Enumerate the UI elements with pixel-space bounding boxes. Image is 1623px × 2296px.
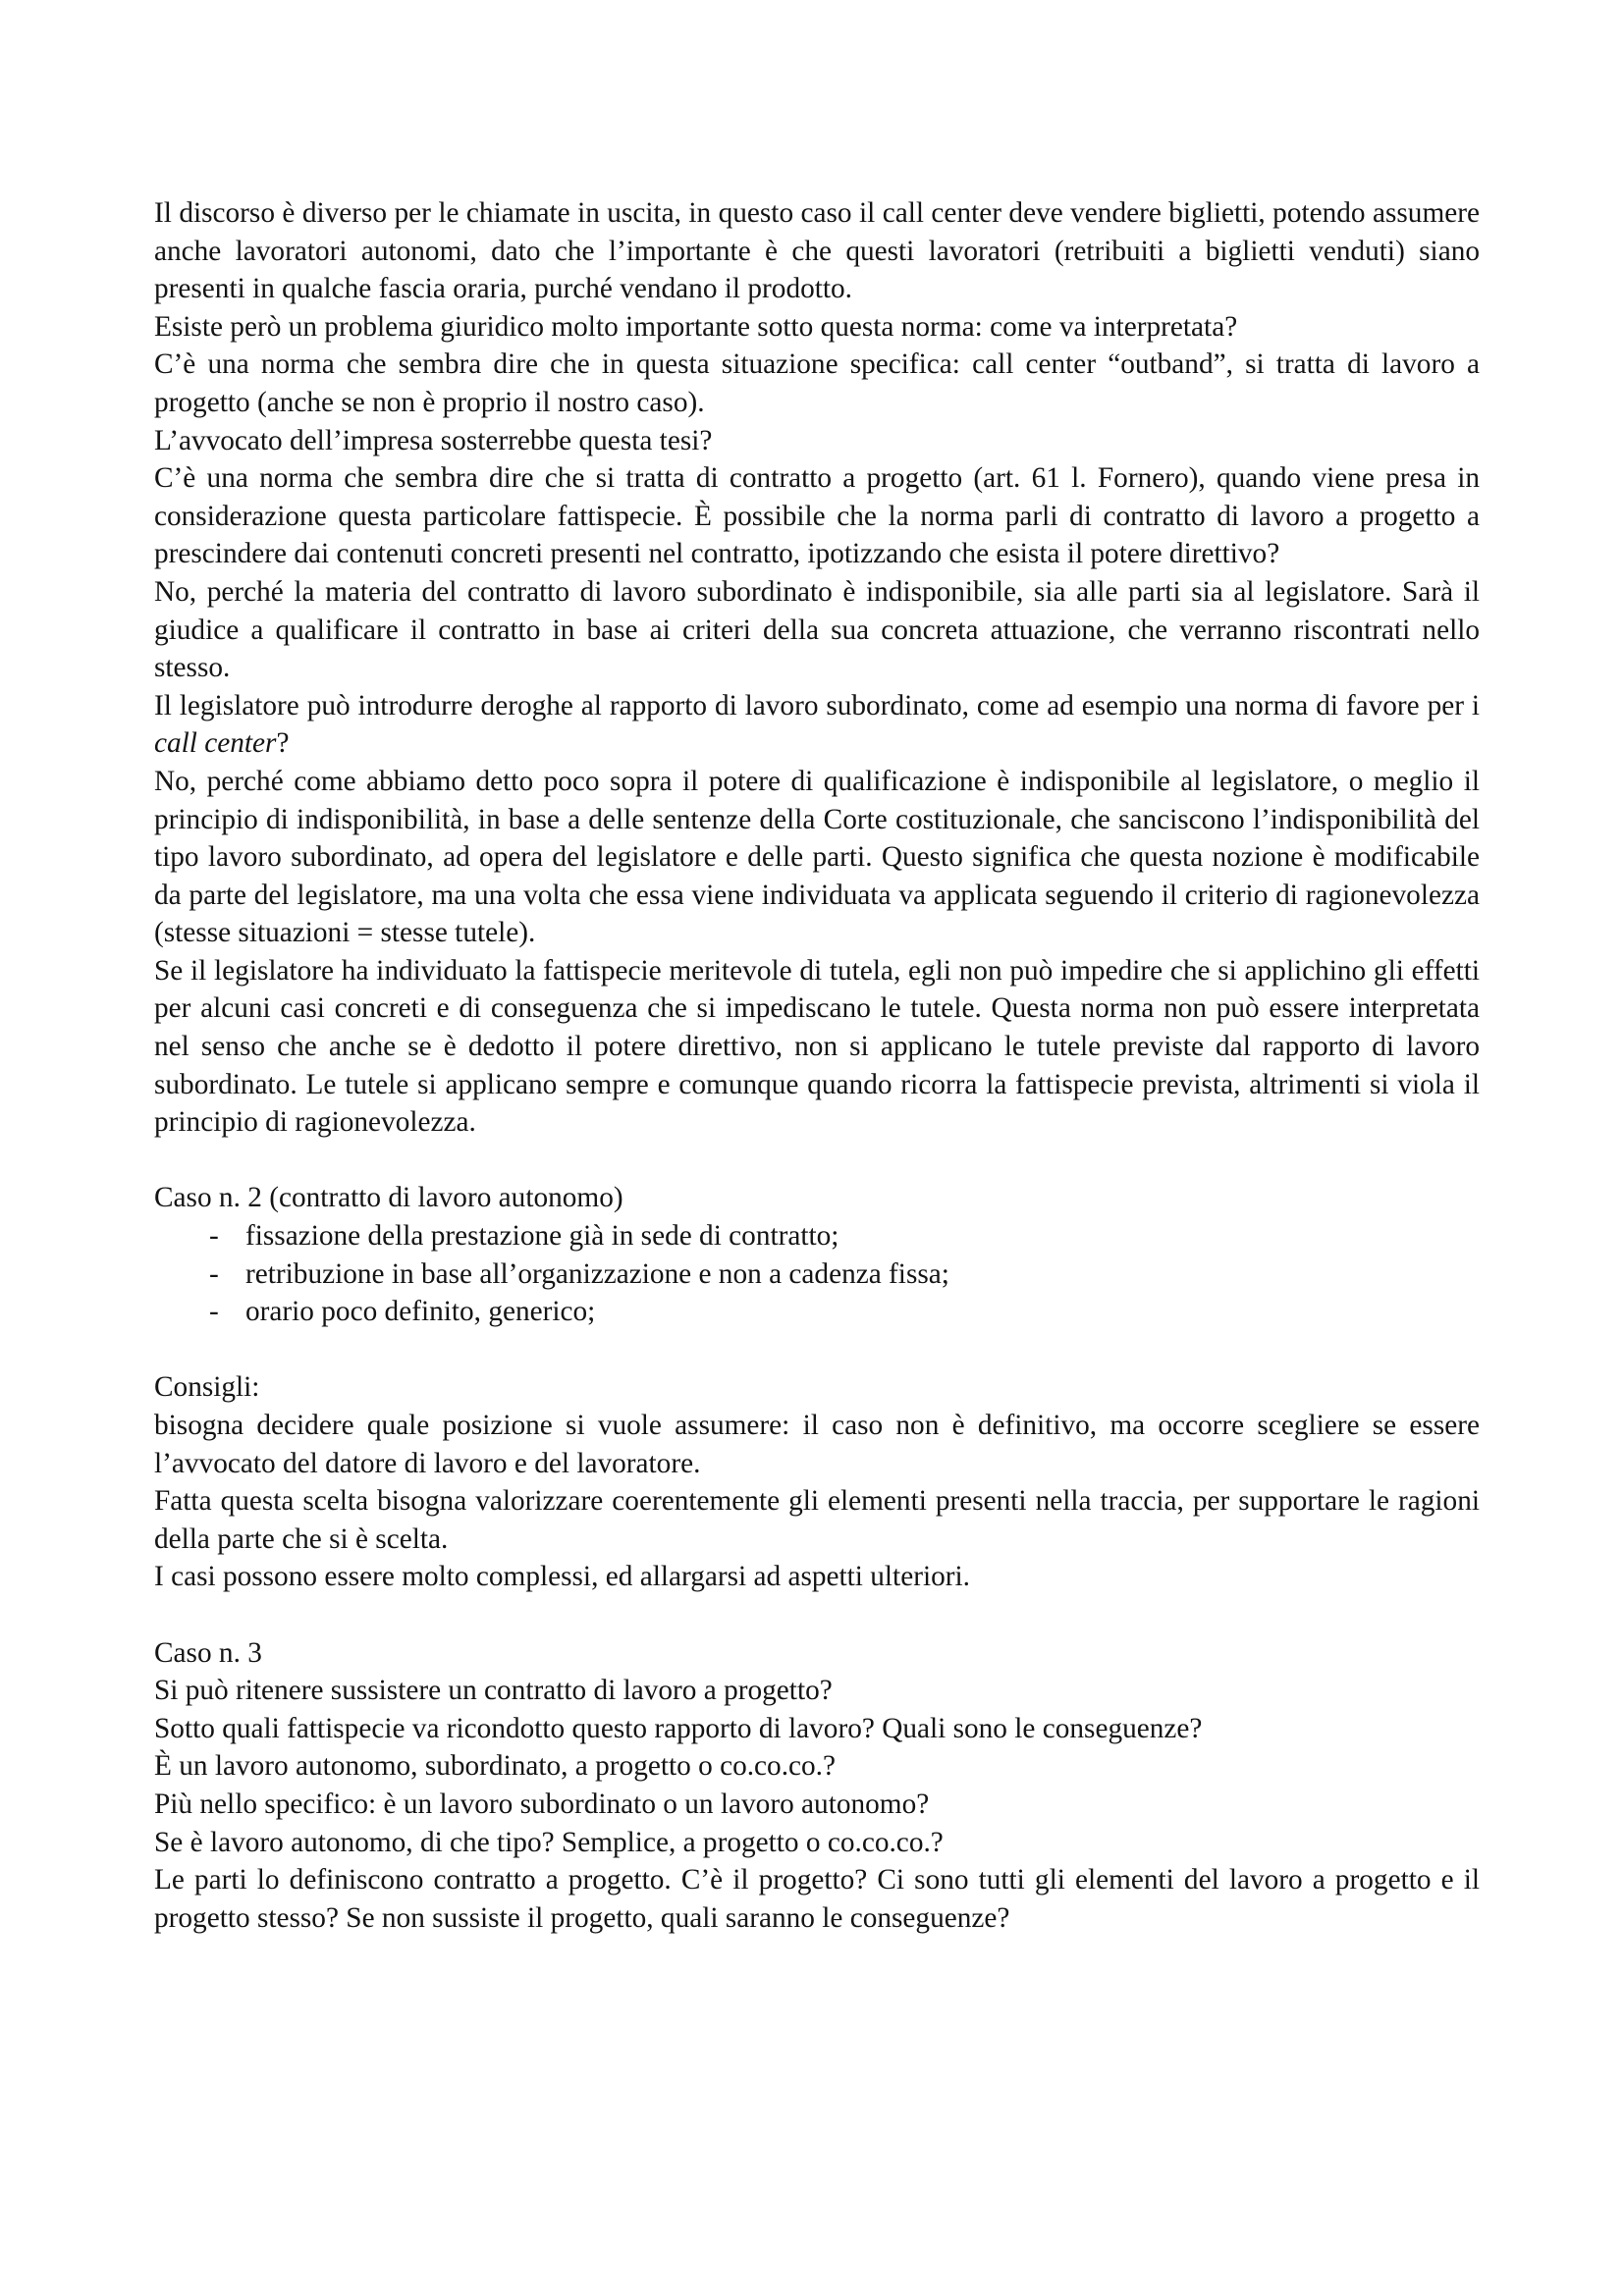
paragraph: C’è una norma che sembra dire che in questa situazione specifica: call center “outband”, si tratta di lavoro a progetto (anche se non è proprio il nostro caso).	[154, 348, 1480, 418]
paragraph: No, perché come abbiamo detto poco sopra il potere di qualificazione è indisponibile al legislatore, o meglio il principio di indisponibilità, in base a delle sentenze della Corte costituzionale, che sanciscono l’indisponibilità del tipo lavoro subordinato, ad opera del legislatore e delle parti. Questo significa che questa nozione è modificabile da parte del legislatore, ma una volta che essa viene individuata va applicata seguendo il criterio di ragionevolezza (stesse situazioni = stesse tutele).	[154, 765, 1480, 949]
paragraph-text: ?	[276, 727, 290, 760]
paragraph: Sotto quali fattispecie va ricondotto questo rapporto di lavoro? Quali sono le conseguenze?	[154, 1712, 1203, 1744]
list-item	[209, 1293, 1480, 1331]
paragraph: bisogna decidere quale posizione si vuole assumere: il caso non è definitivo, ma occorre scegliere se essere l’avvocato del datore di lavoro e del lavoratore.	[154, 1410, 1480, 1479]
paragraph: Se il legislatore ha individuato la fattispecie meritevole di tutela, egli non può impedire che si applichino gli effetti per alcuni casi concreti e di conseguenza che si impediscano le tutele. Questa norma non può essere interpretata nel senso che anche se è dedotto il potere direttivo, non si applicano le tutele previste dal rapporto di lavoro subordinato. Le tutele si applicano sempre e comunque quando ricorra la fattispecie prevista, altrimenti si viola il principio di ragionevolezza.	[154, 954, 1480, 1139]
section-caso-2	[154, 1179, 1480, 1330]
section-title: Caso n. 2 (contratto di lavoro autonomo)	[154, 1182, 623, 1214]
paragraph: Se è lavoro autonomo, di che tipo? Semplice, a progetto o co.co.co.?	[154, 1826, 944, 1858]
list-item	[209, 1217, 1480, 1255]
paragraph: Più nello specifico: è un lavoro subordinato o un lavoro autonomo?	[154, 1788, 930, 1820]
paragraph-text: Il legislatore può introdurre deroghe al rapporto di lavoro subordinato, come ad esempio una norma di favore per i	[154, 689, 1480, 721]
spacer	[154, 1596, 1480, 1634]
list-item	[209, 1255, 1480, 1294]
spacer	[154, 1331, 1480, 1369]
paragraph: Si può ritenere sussistere un contratto di lavoro a progetto?	[154, 1675, 833, 1707]
paragraph: C’è una norma che sembra dire che si tratta di contratto a progetto (art. 61 l. Fornero), quando viene presa in considerazione questa particolare fattispecie. È possibile che la norma parli di contratto di lavoro a progetto a prescindere dai contenuti concreti presenti nel contratto, ipotizzando che esista il potere direttivo?	[154, 462, 1480, 570]
paragraph	[154, 687, 1480, 763]
list-item-text: orario poco definito, generico;	[245, 1296, 596, 1328]
paragraph: L’avvocato dell’impresa sosterrebbe questa tesi?	[154, 424, 713, 456]
paragraph: No, perché la materia del contratto di lavoro subordinato è indisponibile, sia alle parti sia al legislatore. Sarà il giudice a qualificare il contratto in base ai criteri della sua concreta attuazione, che verranno riscontrati nello stesso.	[154, 575, 1480, 684]
list-item-text: fissazione della prestazione già in sede di contratto;	[245, 1220, 839, 1253]
bullet-dash: -	[209, 1220, 219, 1253]
bullet-dash: -	[209, 1257, 219, 1290]
section-call-center	[154, 194, 1480, 1142]
paragraph: È un lavoro autonomo, subordinato, a progetto o co.co.co.?	[154, 1750, 836, 1783]
paragraph: Le parti lo definiscono contratto a progetto. C’è il progetto? Ci sono tutti gli elementi del lavoro a progetto e il progetto stesso? Se non sussiste il progetto, quali saranno le conseguenze?	[154, 1864, 1480, 1934]
section-title: Caso n. 3	[154, 1636, 262, 1669]
bullet-dash: -	[209, 1296, 219, 1328]
bullet-list	[154, 1217, 1480, 1331]
list-item-text: retribuzione in base all’organizzazione e non a cadenza fissa;	[245, 1257, 949, 1290]
section-consigli	[154, 1368, 1480, 1596]
document-page	[154, 194, 1480, 1937]
paragraph: Esiste però un problema giuridico molto importante sotto questa norma: come va interpretata?	[154, 310, 1238, 343]
section-caso-3	[154, 1634, 1480, 1938]
section-title: Consigli:	[154, 1371, 260, 1404]
spacer	[154, 1142, 1480, 1180]
paragraph: Fatta questa scelta bisogna valorizzare coerentemente gli elementi presenti nella traccia, per supportare le ragioni della parte che si è scelta.	[154, 1485, 1480, 1555]
italic-term: call center	[154, 727, 277, 760]
paragraph: Il discorso è diverso per le chiamate in uscita, in questo caso il call center deve vendere biglietti, potendo assumere anche lavoratori autonomi, dato che l’importante è che questi lavoratori (retribuiti a biglietti venduti) siano presenti in qualche fascia oraria, purché vendano il prodotto.	[154, 197, 1480, 305]
paragraph: I casi possono essere molto complessi, ed allargarsi ad aspetti ulteriori.	[154, 1561, 970, 1593]
